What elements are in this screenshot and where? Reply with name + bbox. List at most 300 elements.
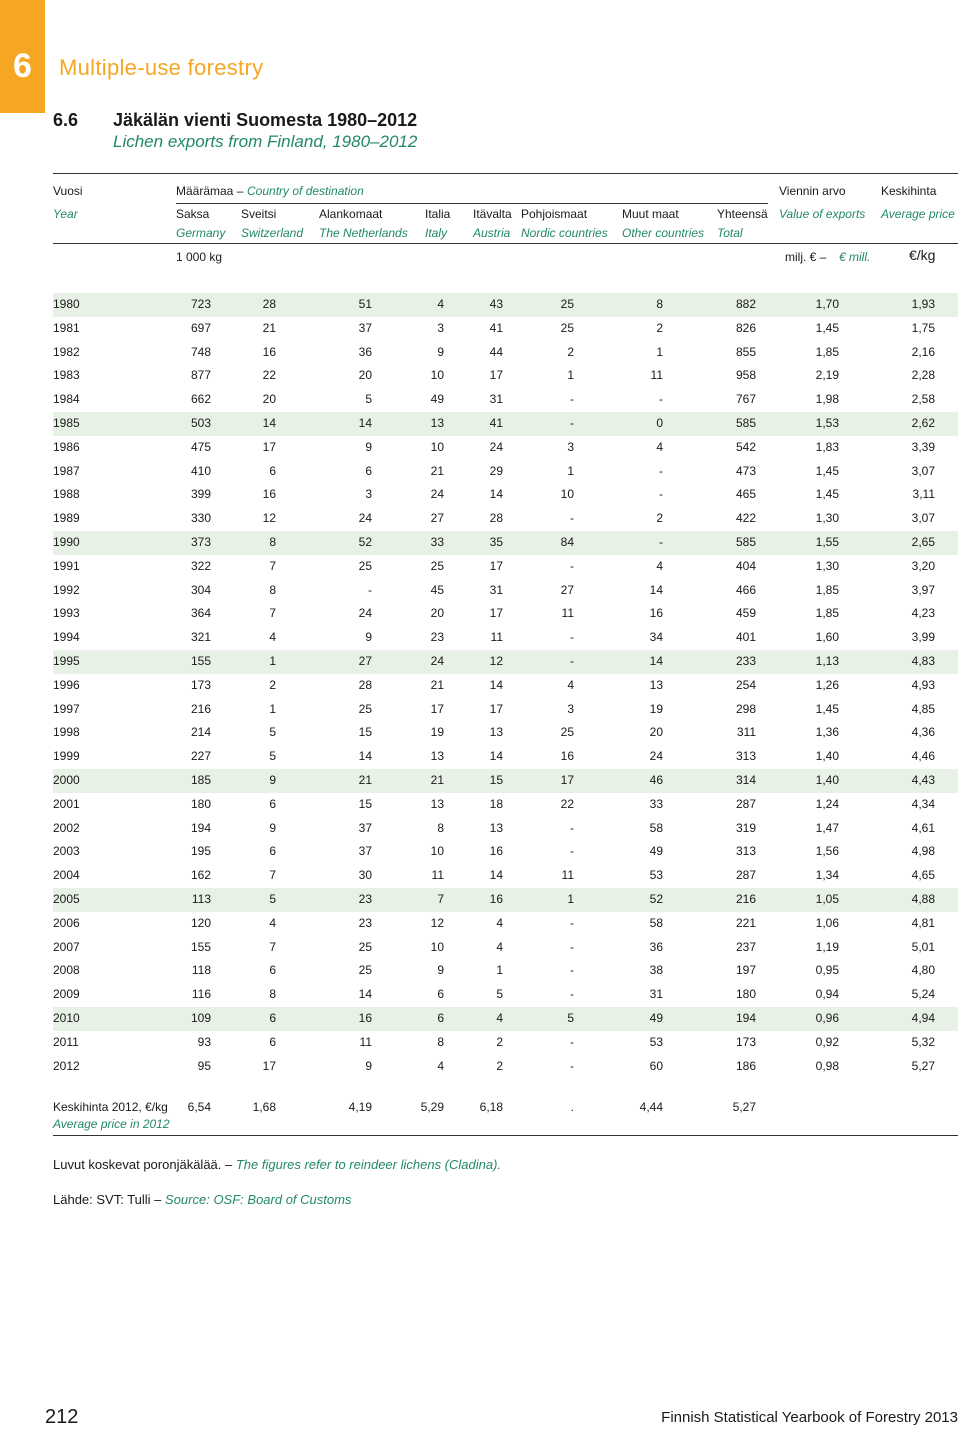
cell-switzerland: 20 <box>262 392 276 407</box>
cell-other: 1 <box>656 344 663 359</box>
cell-nordic: - <box>570 939 574 954</box>
cell-year: 1993 <box>53 606 80 621</box>
cell-total: 237 <box>735 939 756 954</box>
cell-germany: 662 <box>190 392 211 407</box>
avg-cell-italy: 5,29 <box>420 1100 444 1114</box>
cell-italy: 8 <box>437 820 444 835</box>
cell-other: 31 <box>649 987 663 1002</box>
avg-label-fi: Keskihinta 2012, €/kg <box>53 1100 168 1114</box>
cell-export-value: 1,53 <box>815 415 839 430</box>
cell-year: 2000 <box>53 772 80 787</box>
cell-nordic: 84 <box>560 534 574 549</box>
cell-austria: 29 <box>489 463 503 478</box>
cell-avg-price: 4,43 <box>911 772 935 787</box>
cell-switzerland: 21 <box>262 320 276 335</box>
cell-italy: 9 <box>437 963 444 978</box>
cell-nordic: 11 <box>561 606 574 621</box>
table-row <box>53 388 958 412</box>
cell-netherlands: 23 <box>358 891 372 906</box>
cell-avg-price: 3,97 <box>911 582 935 597</box>
cell-avg-price: 3,07 <box>911 511 935 526</box>
cell-switzerland: 8 <box>269 534 276 549</box>
cell-nordic: 25 <box>560 725 574 740</box>
cell-switzerland: 7 <box>269 868 276 883</box>
cell-year: 1988 <box>53 487 80 502</box>
table-row <box>53 626 958 650</box>
unit-price: €/kg <box>909 247 936 263</box>
cell-avg-price: 4,80 <box>911 963 935 978</box>
table-row <box>53 721 958 745</box>
cell-netherlands: 9 <box>365 439 372 454</box>
cell-export-value: 0,98 <box>815 1058 839 1073</box>
cell-other: 38 <box>649 963 663 978</box>
cell-avg-price: 4,34 <box>911 796 935 811</box>
cell-switzerland: 5 <box>269 725 276 740</box>
cell-export-value: 0,92 <box>815 1034 839 1049</box>
cell-total: 473 <box>735 463 756 478</box>
cell-germany: 173 <box>190 677 211 692</box>
cell-export-value: 1,45 <box>815 463 839 478</box>
cell-export-value: 1,60 <box>815 630 839 645</box>
avg-cell-other: 4,44 <box>639 1100 663 1114</box>
table-row <box>53 507 958 531</box>
year-header-en: Year <box>53 207 78 221</box>
table-row <box>53 460 958 484</box>
cell-other: 34 <box>649 630 663 645</box>
cell-other: 33 <box>649 796 663 811</box>
cell-switzerland: 22 <box>262 368 276 383</box>
cell-avg-price: 4,93 <box>911 677 935 692</box>
cell-italy: 9 <box>437 344 444 359</box>
cell-italy: 10 <box>430 939 444 954</box>
avg-label-en: Average price in 2012 <box>53 1117 170 1131</box>
chapter-title: Multiple-use forestry <box>59 55 264 80</box>
col-switzerland-en: Switzerland <box>241 226 304 240</box>
cell-avg-price: 5,01 <box>911 939 935 954</box>
cell-total: 459 <box>735 606 756 621</box>
cell-austria: 18 <box>489 796 503 811</box>
cell-italy: 21 <box>430 772 444 787</box>
cell-switzerland: 6 <box>269 1010 276 1025</box>
cell-italy: 27 <box>430 511 444 526</box>
cell-avg-price: 4,98 <box>911 844 935 859</box>
cell-other: 53 <box>649 868 663 883</box>
cell-year: 2002 <box>53 820 80 835</box>
cell-netherlands: 24 <box>358 606 372 621</box>
cell-other: 13 <box>649 677 663 692</box>
cell-total: 767 <box>735 392 756 407</box>
cell-total: 422 <box>735 511 756 526</box>
cell-italy: 10 <box>430 439 444 454</box>
cell-austria: 17 <box>489 368 503 383</box>
cell-nordic: - <box>570 630 574 645</box>
cell-nordic: - <box>570 1058 574 1073</box>
cell-total: 298 <box>735 701 756 716</box>
cell-total: 466 <box>735 582 756 597</box>
cell-italy: 25 <box>430 558 444 573</box>
table-row <box>53 436 958 460</box>
cell-avg-price: 3,39 <box>911 439 935 454</box>
cell-germany: 410 <box>190 463 211 478</box>
cell-total: 313 <box>735 844 756 859</box>
cell-year: 1982 <box>53 344 80 359</box>
cell-export-value: 1,13 <box>815 653 839 668</box>
cell-switzerland: 7 <box>269 606 276 621</box>
cell-other: 58 <box>649 915 663 930</box>
note-en: The figures refer to reindeer lichens (Cladina). <box>235 1157 502 1172</box>
cell-year: 2010 <box>53 1010 80 1025</box>
cell-netherlands: 36 <box>358 344 372 359</box>
cell-avg-price: 4,61 <box>911 820 935 835</box>
table-row <box>53 531 958 555</box>
cell-avg-price: 5,27 <box>911 1058 935 1073</box>
table-row <box>53 1007 958 1031</box>
table-row <box>53 864 958 888</box>
col-austria-fi: Itävalta <box>473 207 512 221</box>
cell-netherlands: 11 <box>359 1034 372 1049</box>
cell-germany: 330 <box>190 511 211 526</box>
cell-netherlands: 16 <box>358 1010 372 1025</box>
cell-netherlands: 14 <box>358 987 372 1002</box>
cell-export-value: 1,05 <box>815 891 839 906</box>
cell-netherlands: 5 <box>365 392 372 407</box>
cell-nordic: 10 <box>560 487 574 502</box>
cell-nordic: - <box>570 963 574 978</box>
cell-netherlands: 6 <box>365 463 372 478</box>
table-row <box>53 745 958 769</box>
cell-nordic: 4 <box>567 677 574 692</box>
cell-switzerland: 6 <box>269 463 276 478</box>
cell-avg-price: 2,28 <box>911 368 935 383</box>
cell-year: 1995 <box>53 653 80 668</box>
cell-austria: 41 <box>489 415 503 430</box>
cell-germany: 120 <box>190 915 211 930</box>
cell-other: 53 <box>649 1034 663 1049</box>
cell-germany: 373 <box>190 534 211 549</box>
table-row <box>53 483 958 507</box>
cell-netherlands: 51 <box>358 297 372 311</box>
cell-switzerland: 9 <box>269 820 276 835</box>
cell-switzerland: 6 <box>269 796 276 811</box>
col-nordic-fi: Pohjoismaat <box>521 207 588 221</box>
cell-switzerland: 1 <box>269 701 276 716</box>
cell-netherlands: 25 <box>358 939 372 954</box>
cell-export-value: 1,56 <box>815 844 839 859</box>
table-bottom-rule <box>53 1135 958 1136</box>
cell-netherlands: 9 <box>365 1058 372 1073</box>
cell-total: 313 <box>735 749 756 764</box>
cell-year: 1992 <box>53 582 80 597</box>
cell-other: 2 <box>656 320 663 335</box>
cell-export-value: 1,55 <box>815 534 839 549</box>
cell-total: 173 <box>735 1034 756 1049</box>
col-nordic-en: Nordic countries <box>521 226 608 240</box>
cell-netherlands: 25 <box>358 701 372 716</box>
avg-cell-austria: 6,18 <box>479 1100 503 1114</box>
cell-nordic: 11 <box>561 868 574 883</box>
cell-other: 4 <box>656 558 663 573</box>
cell-export-value: 1,45 <box>815 487 839 502</box>
cell-year: 1984 <box>53 392 80 407</box>
page-number: 212 <box>45 1406 79 1428</box>
cell-other: - <box>659 463 663 478</box>
avg-price-header-en: Average price <box>881 207 955 221</box>
cell-nordic: 1 <box>567 463 574 478</box>
avg-price-2012-row <box>53 1099 958 1137</box>
table-title-fi: Jäkälän vienti Suomesta 1980–2012 <box>113 110 418 130</box>
cell-avg-price: 4,83 <box>911 653 935 668</box>
cell-germany: 364 <box>190 606 211 621</box>
cell-netherlands: 23 <box>358 915 372 930</box>
cell-italy: 13 <box>430 415 444 430</box>
cell-austria: 4 <box>496 939 503 954</box>
cell-switzerland: 7 <box>269 558 276 573</box>
cell-switzerland: 16 <box>262 344 276 359</box>
cell-austria: 12 <box>489 653 503 668</box>
cell-export-value: 1,45 <box>815 320 839 335</box>
table-row <box>53 293 958 317</box>
cell-total: 254 <box>735 677 756 692</box>
cell-other: 60 <box>649 1058 663 1073</box>
cell-italy: 24 <box>430 653 444 668</box>
cell-germany: 503 <box>190 415 211 430</box>
cell-italy: 13 <box>430 749 444 764</box>
table-row <box>53 341 958 365</box>
avg-cell-total: 5,27 <box>732 1100 756 1114</box>
cell-austria: 43 <box>489 297 503 311</box>
cell-other: 46 <box>649 772 663 787</box>
cell-year: 1996 <box>53 677 80 692</box>
cell-other: 11 <box>650 368 663 383</box>
cell-export-value: 1,36 <box>815 725 839 740</box>
cell-nordic: 3 <box>567 439 574 454</box>
cell-total: 319 <box>735 820 756 835</box>
cell-year: 1986 <box>53 439 80 454</box>
cell-year: 2004 <box>53 868 80 883</box>
cell-austria: 2 <box>496 1034 503 1049</box>
cell-total: 197 <box>735 963 756 978</box>
cell-total: 216 <box>735 891 756 906</box>
cell-nordic: - <box>570 844 574 859</box>
cell-netherlands: 21 <box>358 772 372 787</box>
cell-germany: 109 <box>190 1010 211 1025</box>
cell-avg-price: 3,99 <box>911 630 935 645</box>
cell-year: 1980 <box>53 297 80 311</box>
cell-avg-price: 3,07 <box>911 463 935 478</box>
cell-switzerland: 5 <box>269 891 276 906</box>
table-row <box>53 936 958 960</box>
table-row <box>53 364 958 388</box>
cell-austria: 14 <box>489 487 503 502</box>
cell-austria: 16 <box>489 891 503 906</box>
cell-nordic: 22 <box>560 796 574 811</box>
cell-italy: 45 <box>430 582 444 597</box>
cell-nordic: 1 <box>567 368 574 383</box>
col-netherlands-fi: Alankomaat <box>319 207 383 221</box>
cell-avg-price: 2,16 <box>911 344 935 359</box>
table-row <box>53 793 958 817</box>
cell-italy: 21 <box>430 677 444 692</box>
cell-austria: 15 <box>489 772 503 787</box>
cell-nordic: - <box>570 415 574 430</box>
cell-germany: 155 <box>190 653 211 668</box>
cell-nordic: 1 <box>567 891 574 906</box>
cell-austria: 4 <box>496 1010 503 1025</box>
col-austria-en: Austria <box>473 226 511 240</box>
cell-year: 2005 <box>53 891 80 906</box>
cell-austria: 44 <box>489 344 503 359</box>
cell-netherlands: - <box>368 582 372 597</box>
cell-nordic: 16 <box>560 749 574 764</box>
cell-netherlands: 3 <box>365 487 372 502</box>
col-switzerland-fi: Sveitsi <box>241 207 277 221</box>
cell-year: 2011 <box>53 1034 79 1049</box>
cell-austria: 14 <box>489 868 503 883</box>
cell-austria: 31 <box>489 582 503 597</box>
cell-other: 8 <box>656 297 663 311</box>
cell-export-value: 1,19 <box>815 939 839 954</box>
cell-nordic: - <box>570 915 574 930</box>
cell-netherlands: 14 <box>358 415 372 430</box>
avg-cell-nordic: . <box>570 1100 574 1114</box>
year-header-fi: Vuosi <box>53 184 83 198</box>
cell-germany: 116 <box>191 987 211 1002</box>
cell-netherlands: 52 <box>358 534 372 549</box>
cell-other: - <box>659 392 663 407</box>
cell-avg-price: 1,93 <box>911 297 935 311</box>
cell-total: 233 <box>735 653 756 668</box>
cell-switzerland: 28 <box>262 297 276 311</box>
cell-austria: 24 <box>489 439 503 454</box>
cell-austria: 13 <box>489 820 503 835</box>
cell-austria: 35 <box>489 534 503 549</box>
cell-italy: 20 <box>430 606 444 621</box>
cell-export-value: 1,30 <box>815 558 839 573</box>
cell-nordic: - <box>570 653 574 668</box>
cell-austria: 16 <box>489 844 503 859</box>
source-en: Source: OSF: Board of Customs <box>165 1192 352 1207</box>
cell-total: 826 <box>735 320 756 335</box>
cell-avg-price: 4,65 <box>911 868 935 883</box>
cell-nordic: 27 <box>560 582 574 597</box>
cell-export-value: 0,94 <box>815 987 839 1002</box>
cell-avg-price: 4,81 <box>911 915 935 930</box>
table-row <box>53 769 958 793</box>
cell-switzerland: 4 <box>269 630 276 645</box>
cell-year: 1998 <box>53 725 80 740</box>
cell-other: 4 <box>656 439 663 454</box>
unit-value-en: € mill. <box>839 250 871 264</box>
cell-germany: 748 <box>190 344 211 359</box>
cell-total: 186 <box>735 1058 756 1073</box>
cell-export-value: 0,96 <box>815 1010 839 1025</box>
col-italy-fi: Italia <box>425 207 451 221</box>
cell-austria: 14 <box>489 749 503 764</box>
cell-germany: 475 <box>190 439 211 454</box>
cell-italy: 49 <box>430 392 444 407</box>
col-netherlands-en: The Netherlands <box>319 226 408 240</box>
cell-year: 1999 <box>53 749 80 764</box>
cell-germany: 113 <box>191 891 211 906</box>
cell-year: 2003 <box>53 844 80 859</box>
cell-italy: 10 <box>430 368 444 383</box>
col-total-fi: Yhteensä <box>717 207 768 221</box>
table-row <box>53 674 958 698</box>
cell-other: 0 <box>656 415 663 430</box>
cell-austria: 28 <box>489 511 503 526</box>
avg-cell-germany: 6,54 <box>187 1100 211 1114</box>
export-value-header-fi: Viennin arvo <box>779 184 846 198</box>
col-other-en: Other countries <box>622 226 705 240</box>
cell-italy: 8 <box>437 1034 444 1049</box>
cell-switzerland: 17 <box>262 1058 276 1073</box>
table-title-en: Lichen exports from Finland, 1980–2012 <box>113 132 418 151</box>
cell-italy: 23 <box>430 630 444 645</box>
cell-netherlands: 9 <box>365 630 372 645</box>
header-rule-top <box>53 173 958 174</box>
cell-export-value: 1,70 <box>815 297 839 311</box>
cell-germany: 227 <box>190 749 211 764</box>
cell-avg-price: 4,46 <box>911 749 935 764</box>
cell-austria: 11 <box>490 630 503 645</box>
avg-price-header-fi: Keskihinta <box>881 184 937 198</box>
col-other-fi: Muut maat <box>622 207 679 221</box>
cell-avg-price: 5,32 <box>911 1034 935 1049</box>
cell-austria: 17 <box>489 606 503 621</box>
cell-export-value: 1,98 <box>815 392 839 407</box>
table-source <box>53 1191 351 1209</box>
cell-export-value: 1,85 <box>815 582 839 597</box>
cell-total: 404 <box>735 558 756 573</box>
cell-year: 2006 <box>53 915 80 930</box>
cell-nordic: 5 <box>567 1010 574 1025</box>
cell-switzerland: 14 <box>262 415 276 430</box>
cell-export-value: 1,30 <box>815 511 839 526</box>
cell-other: 2 <box>656 511 663 526</box>
publication-title: Finnish Statistical Yearbook of Forestry 2013 <box>661 1409 958 1426</box>
table-number: 6.6 <box>53 110 79 130</box>
cell-austria: 2 <box>496 1058 503 1073</box>
cell-total: 855 <box>735 344 756 359</box>
table-row <box>53 602 958 626</box>
avg-cell-switzerland: 1,68 <box>252 1100 276 1114</box>
cell-germany: 93 <box>197 1034 211 1049</box>
cell-total: 401 <box>735 630 756 645</box>
cell-avg-price: 5,24 <box>911 987 935 1002</box>
cell-switzerland: 9 <box>269 772 276 787</box>
table-row <box>53 555 958 579</box>
table-body <box>53 293 958 1078</box>
table-row <box>53 1055 958 1079</box>
cell-italy: 24 <box>430 487 444 502</box>
export-value-header-en: Value of exports <box>779 207 866 221</box>
cell-switzerland: 4 <box>269 915 276 930</box>
cell-other: 14 <box>649 653 663 668</box>
cell-italy: 11 <box>431 868 444 883</box>
cell-year: 2008 <box>53 963 80 978</box>
cell-germany: 216 <box>190 701 211 716</box>
cell-total: 221 <box>735 915 756 930</box>
chapter-number: 6 <box>13 47 32 85</box>
cell-italy: 21 <box>430 463 444 478</box>
cell-year: 1994 <box>53 630 80 645</box>
cell-other: 14 <box>649 582 663 597</box>
cell-netherlands: 37 <box>358 820 372 835</box>
cell-switzerland: 1 <box>269 653 276 668</box>
header-rule-units <box>53 243 958 244</box>
cell-nordic: 25 <box>560 320 574 335</box>
cell-switzerland: 6 <box>269 963 276 978</box>
